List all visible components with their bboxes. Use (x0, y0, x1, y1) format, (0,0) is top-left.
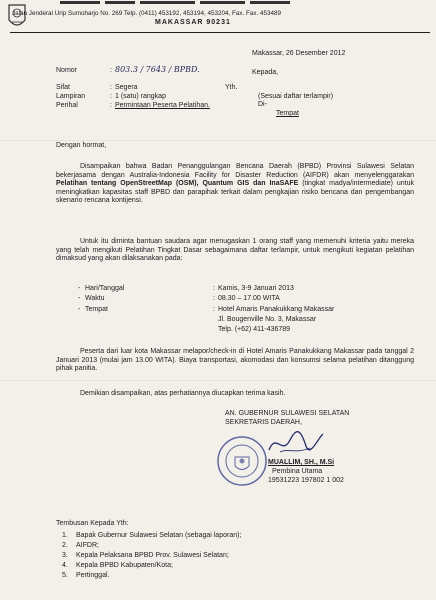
detail-value-tempat-address: Jl. Bougenville No. 3, Makassar (218, 316, 317, 323)
signatory-rank: Pembina Utama (272, 468, 323, 475)
signatory-nip: 19531223 197802 1 002 (268, 477, 344, 484)
nomor-label: Nomor (56, 67, 78, 74)
training-title: Pelatihan tentang OpenStreetMap (OSM), Quantum GIS dan InaSAFE (56, 180, 299, 188)
paragraph-1-text-a: Disampaikan bahwa Badan Penanggulangan Bencana Daerah (BPBD) Provinsi Sulawesi Selatan bekerjasama dengan Australia-Indonesia Facility for Disaster Reduction (AIFDR) akan menyelenggarakan (56, 163, 414, 179)
detail-value-tempat: Hotel Amaris Panakukkang Makassar (218, 306, 335, 313)
detail-separator: : (213, 306, 215, 313)
sifat-separator: : (110, 84, 112, 91)
lampiran-label: Lampiran (56, 93, 86, 100)
letterhead-address: Jalan Jenderal Urip Sumoharjo No. 269 Telp. (0411) 453192, 453194, 453204, Fax. Fax. 453489 (12, 10, 281, 17)
nomor-separator: : (110, 67, 112, 74)
tembusan-number: 1. (62, 532, 68, 539)
recipient-di: Di- (258, 101, 267, 108)
tembusan-item: Kepala BPBD Kabupaten/Kota; (76, 562, 173, 569)
paragraph-4: Demikian disampaikan, atas perhatiannya diucapkan terima kasih. (80, 390, 286, 397)
scan-artifact (0, 380, 436, 381)
perihal-label: Perihal (56, 102, 78, 109)
tembusan-number: 4. (62, 562, 68, 569)
nomor-value: 803.3 / 7643 / BPBD. (115, 65, 200, 74)
paragraph-1-text-c: (tingkat madya/intermediate) untuk meningkatkan kapasitas staff BPBD dan parapihak terkait dalam pengkajian risiko bencana dan pengembangan skenario rencana kontijensi. (56, 180, 414, 205)
tembusan-item: Pertinggal. (76, 572, 110, 579)
handwritten-signature-icon (266, 428, 326, 458)
official-stamp-icon (216, 435, 268, 487)
letter-date: Makassar, 26 Desember 2012 (252, 50, 346, 57)
lampiran-value: 1 (satu) rangkap (115, 93, 166, 100)
tembusan-item: AIFDR; (76, 542, 99, 549)
sifat-label: Sifat (56, 84, 71, 91)
lampiran-separator: : (110, 93, 112, 100)
cropped-letterhead-text (10, 0, 430, 5)
recipient-kepada: Kepada, (252, 69, 279, 76)
detail-label-tempat: Tempat (85, 306, 108, 313)
tembusan-number: 3. (62, 552, 68, 559)
recipient-tempat: Tempat (276, 110, 299, 117)
detail-value-waktu: 08.30 – 17.00 WITA (218, 295, 280, 302)
paragraph-2: Untuk itu diminta bantuan saudara agar menugaskan 1 orang staff yang memenuhi kriteria yaitu mereka yang telah mengikuti Pelatihan Tingkat Dasar sebagaimana daftar terlampir, untuk mengikuti kegiatan pelatihan dimaksud yang akan dilaksanakan pada: (56, 238, 414, 263)
tembusan-number: 2. (62, 542, 68, 549)
paragraph-3: Peserta dari luar kota Makassar melapor/check-in di Hotel Amaris Panakukkang Makassar pada tanggal 2 Januari 2013 (mulai jam 13.00 WITA). Biaya transportasi, akomodasi dan konsumsi selama pelatihan ditanggung pihak panitia. (56, 348, 414, 373)
province-emblem-icon (6, 2, 28, 32)
detail-value-tempat-phone: Telp. (+62) 411-436789 (218, 326, 291, 333)
detail-separator: : (213, 285, 215, 292)
detail-bullet: - (78, 306, 81, 313)
letterhead-city: MAKASSAR 90231 (155, 19, 231, 26)
tembusan-item: Bapak Gubernur Sulawesi Selatan (sebagai laporan); (76, 532, 242, 539)
tembusan-number: 5. (62, 572, 68, 579)
recipient-list: (Sesuai daftar terlampir) (258, 93, 334, 100)
detail-label-waktu: Waktu (85, 295, 105, 302)
tembusan-title: Tembusan Kepada Yth: (56, 520, 129, 527)
detail-bullet: - (78, 285, 81, 292)
paragraph-1 (56, 163, 414, 206)
signatory-name: MUALLIM, SH., M.Si (268, 459, 335, 466)
signature-line-2: SEKRETARIS DAERAH, (225, 419, 302, 426)
sifat-value: Segera (115, 84, 138, 91)
recipient-yth: Yth. (225, 84, 238, 91)
perihal-separator: : (110, 102, 112, 109)
letterhead-divider (10, 32, 430, 33)
detail-label-hari: Hari/Tanggal (85, 285, 125, 292)
detail-bullet: - (78, 295, 81, 302)
scan-artifact (0, 140, 436, 141)
detail-value-hari: Kamis, 3-9 Januari 2013 (218, 285, 294, 292)
signature-line-1: AN. GUBERNUR SULAWESI SELATAN (225, 410, 350, 417)
tembusan-item: Kepala Pelaksana BPBD Prov. Sulawesi Selatan; (76, 552, 229, 559)
detail-separator: : (213, 295, 215, 302)
perihal-value: Permintaan Peserta Pelatihan. (115, 102, 210, 109)
greeting: Dengan hormat, (56, 142, 107, 149)
